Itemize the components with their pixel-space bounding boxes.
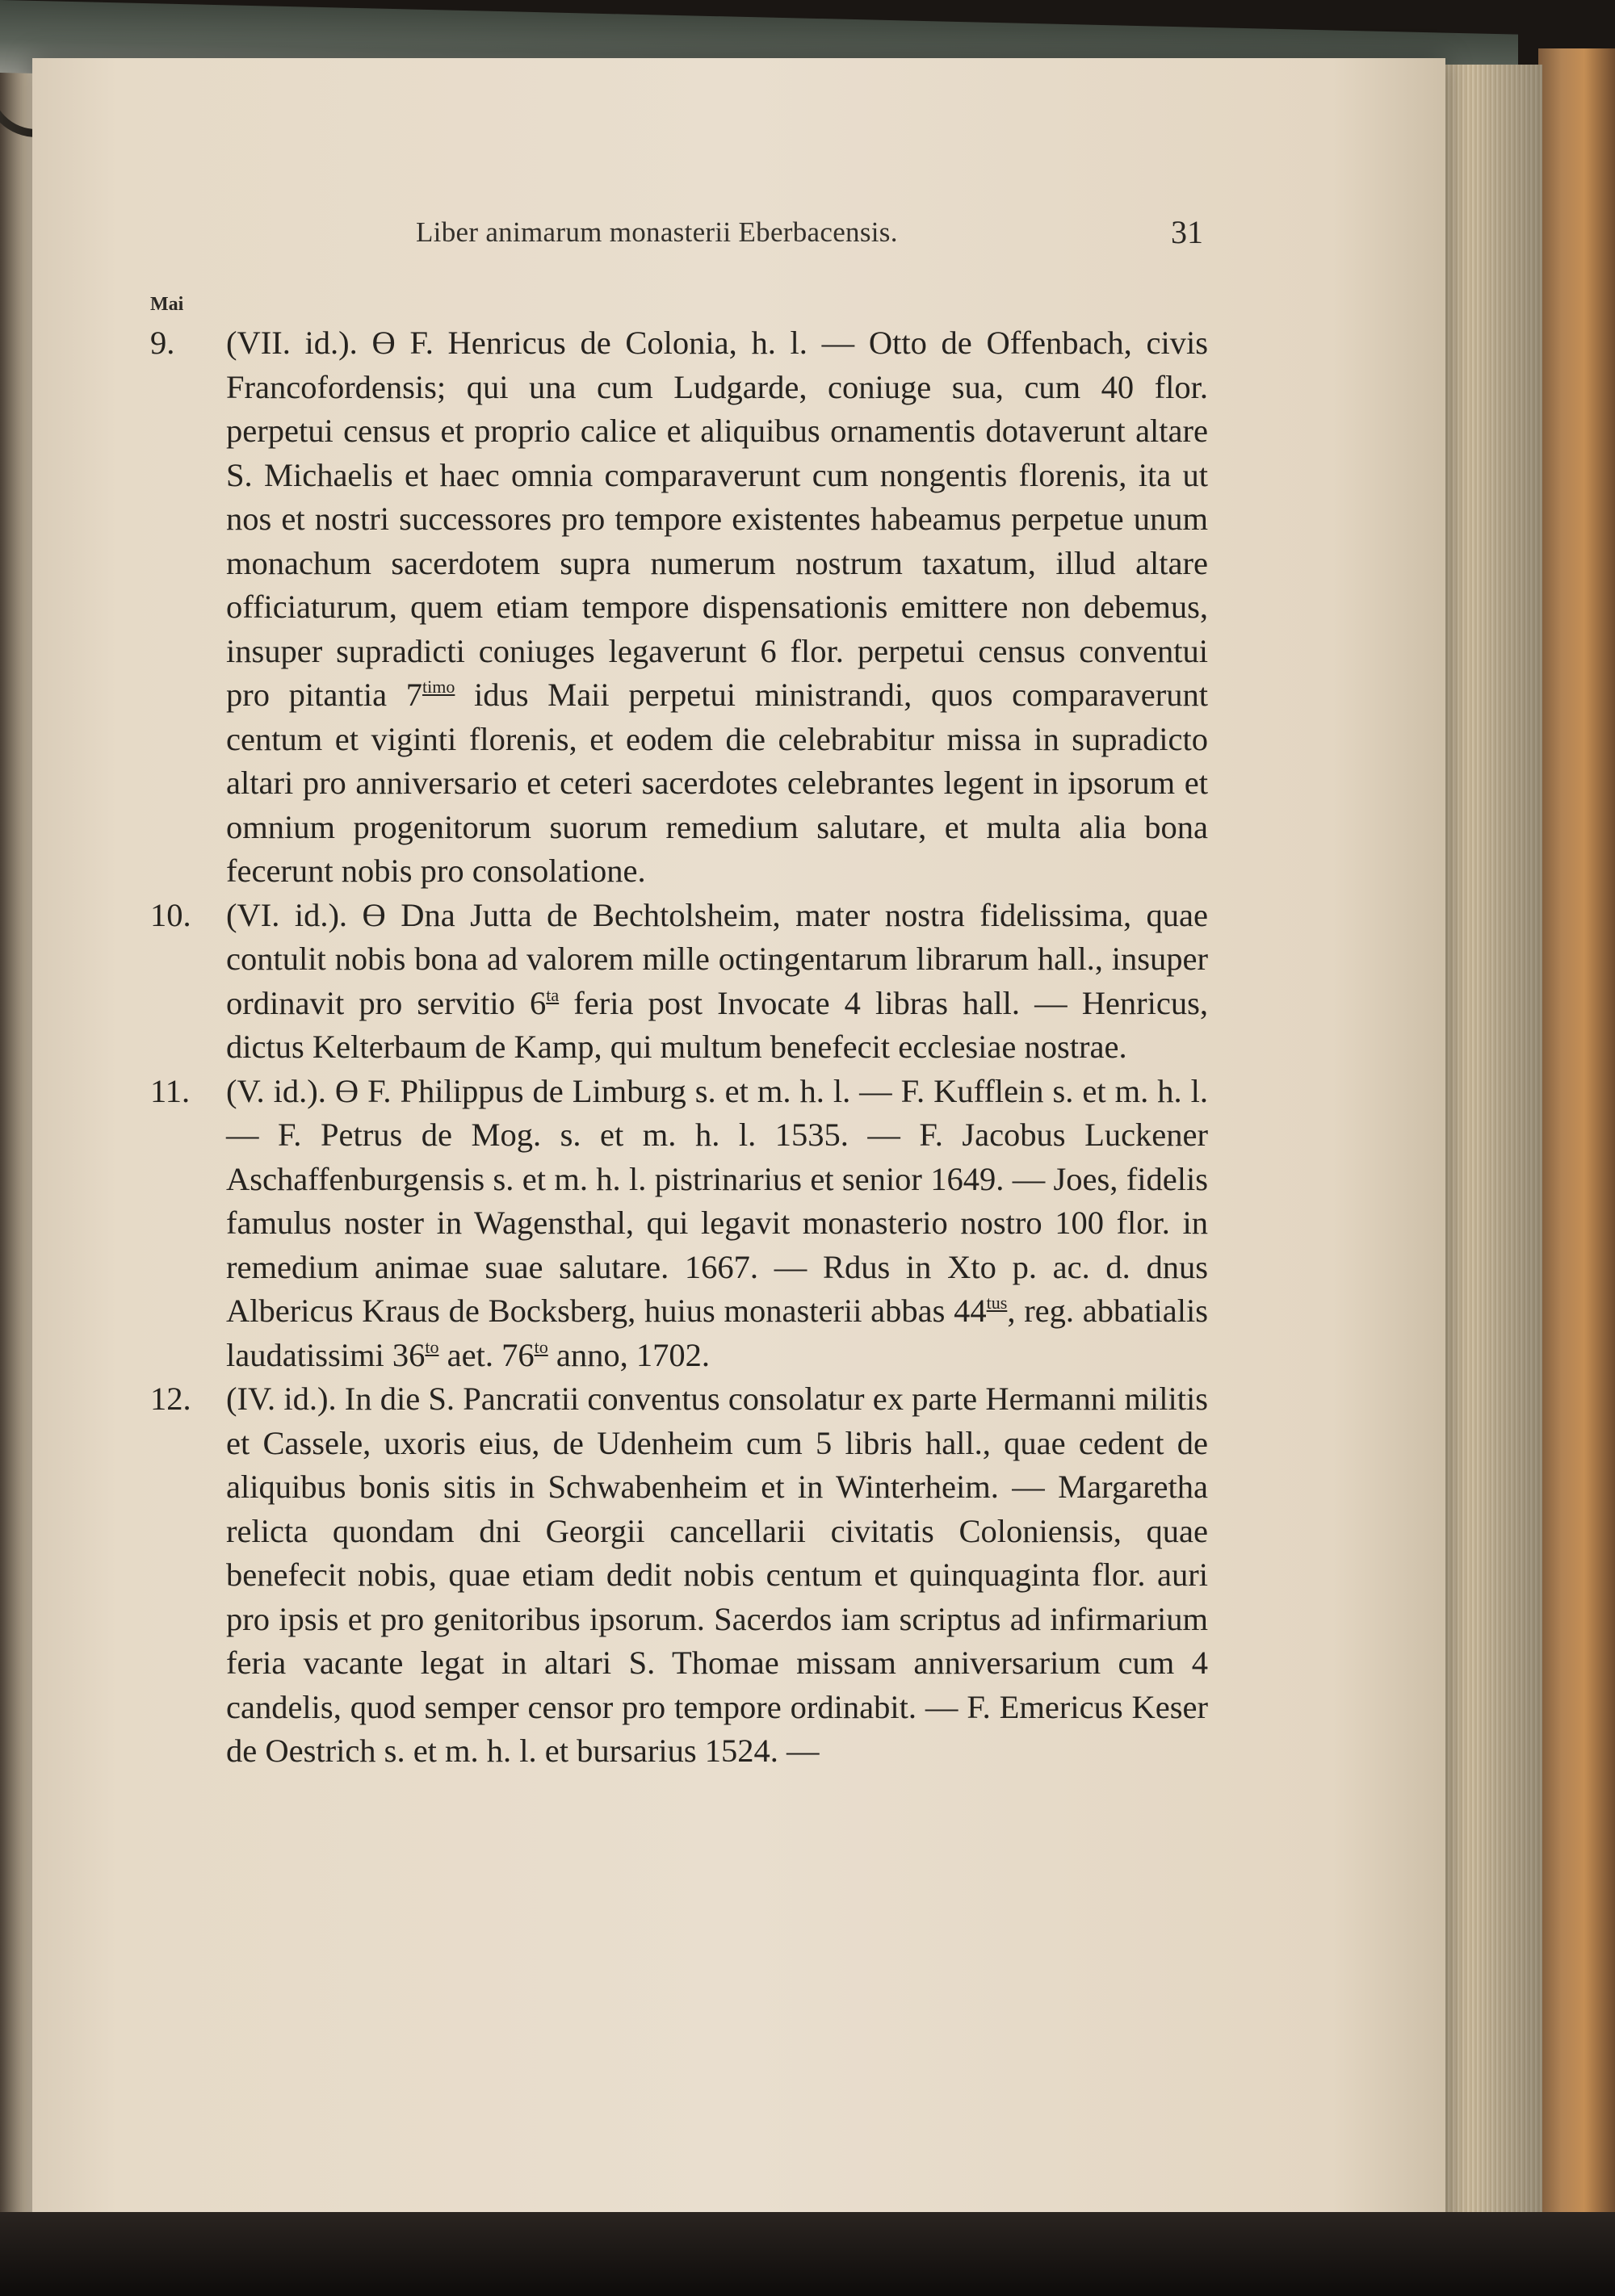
- entry-text: (VI. id.). ϴ Dna Jutta de Bechtolsheim, mater nostra fidelissima, quae contulit nobis bona ad valorem mille octingentarum librarum hall., insuper ordinavit pro servitio $6^{ta}$ feria post Invocate 4 libras hall. — Henricus, dictus Kelterbaum de Kamp, qui multum benefecit ecclesiae nostrae.: [226, 896, 1209, 1065]
- book-cover-edge: [1538, 48, 1615, 2236]
- entry-11: [150, 1070, 1208, 1378]
- entry-12: [150, 1377, 1208, 1774]
- entry-9: [150, 321, 1208, 894]
- entry-number: 10.: [150, 896, 191, 933]
- entry-10: [150, 894, 1208, 1070]
- entry-number: 12.: [150, 1381, 191, 1417]
- entry-number: 11.: [150, 1072, 191, 1109]
- page-header: [218, 216, 1203, 265]
- superscript-abbreviation: ta: [546, 984, 560, 1005]
- superscript-abbreviation: tus: [986, 1293, 1008, 1313]
- month-label: Mai: [150, 294, 184, 315]
- superscript-abbreviation: to: [534, 1336, 548, 1357]
- entry-text: (V. id.). ϴ F. Philippus de Limburg s. et m. h. l. — F. Kufflein s. et m. h. l. — F. Petrus de Mog. s. et m. h. l. 1535. — F. Jacobus Luckener Aschaffenburgensis s. et m. h. l. pistrinarius et senior 1649. — Joes, fidelis famulus noster in Wagensthal, qui legavit monasterio nostro 100 flor. in remedium animae suae salutare. 1667. — Rdus in Xto p. ac. d. dnus Albericus Kraus de Bocksberg, huius monasterii abbas $44^{tus}$, reg. abbatialis laudatissimi $36^{to}$ aet. $76^{to}$ anno, 1702.: [226, 1072, 1208, 1373]
- entry-text: (VII. id.). ϴ F. Henricus de Colonia, h. l. — Otto de Offenbach, civis Francofordensis; qui una cum Ludgarde, coniuge sua, cum 40 flor. perpetui census et proprio calice et aliquibus ornamentis dotaverunt altare S. Michaelis et haec omnia comparaverunt cum nongentis florenis, ita ut nos et nostri successores pro tempore existentes habeamus perpetue unum monachum sacerdotem supra numerum nostrum taxatum, illud altare officiaturum, quem etiam tempore dispensationis emittere non debemus, insuper supradicti coniuges legaverunt 6 flor. perpetui census conventui pro pitantia $7^{timo}$ idus Maii perpetui ministrandi, quos comparaverunt centum et viginti florenis, et eodem die celebrabitur missa in supradicto altari pro anniversario et ceteri sacerdotes celebrantes legent in ipsorum et omnium progenitorum suorum remedium salutare, et multa alia bona fecerunt nobis pro consolatione.: [226, 325, 1208, 889]
- body-text: [150, 321, 1208, 1774]
- background-shadow: [0, 2212, 1615, 2296]
- page-number: 31: [1171, 214, 1203, 250]
- entry-text: (IV. id.). In die S. Pancratii conventus consolatur ex parte Hermanni militis et Cassele, uxoris eius, de Udenheim cum 5 libris hall., quae cedent de aliquibus bonis sitis in Schwabenheim et in Winterheim. — Margaretha relicta quondam dni Georgii cancellarii civitatis Coloniensis, quae benefecit nobis, quae etiam dedit nobis centum et quinquaginta flor. auri pro ipsis et pro genitoribus ipsorum. Sacerdos iam scriptus ad infirmarium feria vacante legat in altari S. Thomae missam anniversarium cum 4 candelis, quod semper censor pro tempore ordinabit. — F. Emericus Keser de Oestrich s. et m. h. l. et bursarius 1524. —: [226, 1381, 1208, 1769]
- superscript-abbreviation: timo: [422, 677, 455, 697]
- facing-page-edge: [0, 48, 36, 2244]
- running-title: Liber animarum monasterii Eberbacensis.: [416, 216, 898, 248]
- entry-number: 9.: [150, 325, 175, 361]
- superscript-abbreviation: to: [425, 1336, 439, 1357]
